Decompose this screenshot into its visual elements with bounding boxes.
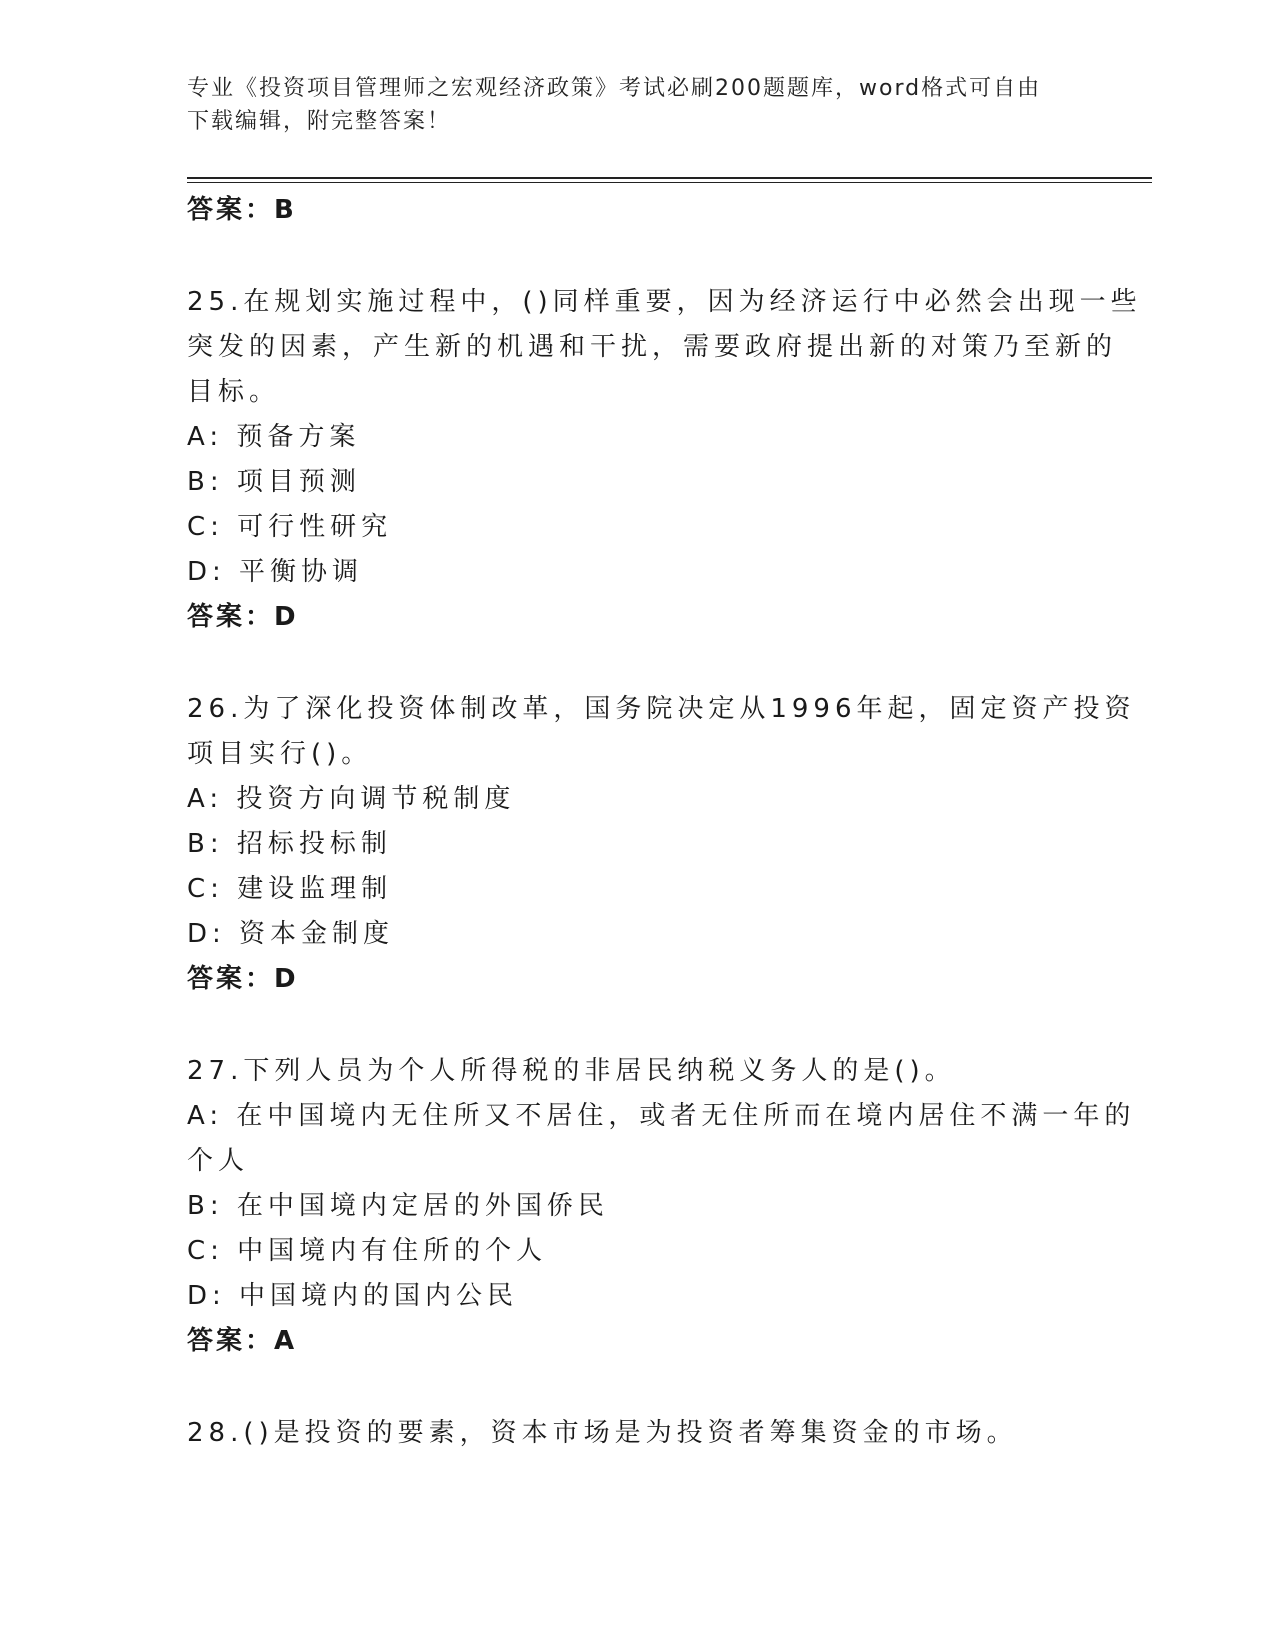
question-text-line: 28.()是投资的要素，资本市场是为投资者筹集资金的市场。 <box>187 1418 1018 1448</box>
question-text-line: 项目实行()。 <box>187 739 373 769</box>
question-text-line: 25.在规划实施过程中，()同样重要，因为经济运行中必然会出现一些 <box>187 287 1142 317</box>
answer-line: 答案：B <box>187 195 297 225</box>
question-text-line: 目标。 <box>187 377 281 407</box>
question-text-line: 26.为了深化投资体制改革，国务院决定从1996年起，固定资产投资 <box>187 694 1136 724</box>
question-25 <box>187 280 1142 640</box>
option-b: B: 招标投标制 <box>187 829 392 859</box>
option-c: C: 中国境内有住所的个人 <box>187 1236 548 1266</box>
option-a: A: 预备方案 <box>187 422 361 452</box>
option-a: A: 在中国境内无住所又不居住，或者无住所而在境内居住不满一年的 <box>187 1101 1136 1131</box>
question-list <box>187 188 1142 1456</box>
option-b: B: 项目预测 <box>187 467 361 497</box>
option-c: C: 建设监理制 <box>187 874 393 904</box>
header-divider-thick <box>187 177 1152 179</box>
option-a: A: 投资方向调节税制度 <box>187 784 516 814</box>
header-line-1: 专业《投资项目管理师之宏观经济政策》考试必刷200题题库，word格式可自由 <box>187 76 1042 101</box>
question-26 <box>187 687 1136 1002</box>
question-text-line: 27.下列人员为个人所得税的非居民纳税义务人的是()。 <box>187 1056 956 1086</box>
answer-line: 答案：D <box>187 602 299 632</box>
answer-line: 答案：D <box>187 964 299 994</box>
option-d: D: 资本金制度 <box>187 919 395 949</box>
answer-line: 答案：A <box>187 1326 298 1356</box>
question-text-line: 突发的因素，产生新的机遇和干扰，需要政府提出新的对策乃至新的 <box>187 332 1118 362</box>
header-line-2: 下载编辑，附完整答案！ <box>187 109 452 134</box>
option-d: D: 平衡协调 <box>187 557 364 587</box>
option-b: B: 在中国境内定居的外国侨民 <box>187 1191 609 1221</box>
header-divider-thin <box>187 182 1152 183</box>
question-28 <box>187 1411 1087 1456</box>
question-27 <box>187 1049 1136 1364</box>
option-c: C: 可行性研究 <box>187 512 393 542</box>
option-d: D: 中国境内的国内公民 <box>187 1281 519 1311</box>
page-header <box>187 72 1077 138</box>
option-a-continued: 个人 <box>187 1146 250 1176</box>
